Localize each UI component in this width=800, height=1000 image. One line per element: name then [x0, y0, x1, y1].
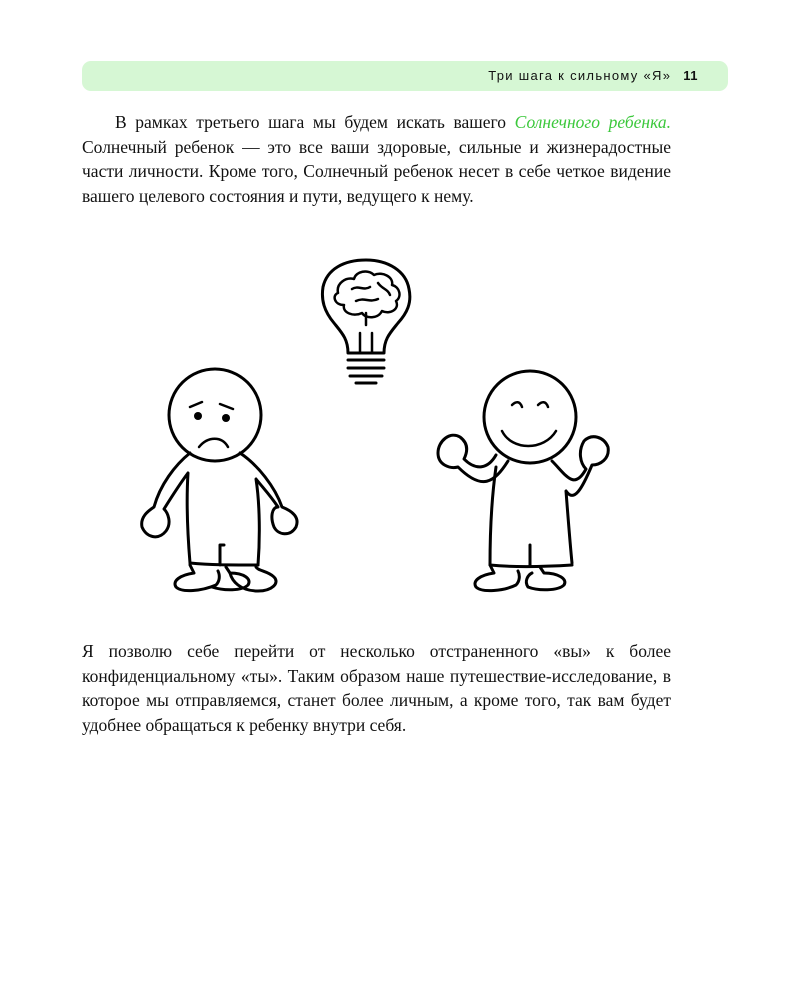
running-header [82, 61, 728, 91]
paragraph-intro-lead: В рамках третьего шага мы будем искать вашего [115, 112, 515, 132]
lightbulb-brain-icon [322, 260, 409, 383]
paragraph-intro-rest: Солнечный ребенок — это все ваши здоровые, сильные и жизнерадостные части личности. Кроме того, Солнечный ребенок несет в себе четкое видение вашего целевого состояния и пути, ведущего к нему. [82, 136, 671, 206]
running-title: Три шага к сильному «Я» [488, 68, 672, 83]
happy-figure-icon [438, 371, 608, 591]
page-number: 11 [683, 68, 698, 83]
sad-figure-icon [142, 369, 297, 591]
sunny-child-term: Солнечного ребенка. [514, 112, 671, 132]
paragraph-you-form: Я позволю себе перейти от несколько отстраненного «вы» к более конфиденциальному «ты». Таким образом наше путешествие-исследование, в которое мы отправляемся, станет более личным, а кроме того, так вам будет удобнее обращаться к ребенку внутри себя. [82, 641, 671, 735]
running-header-text [488, 68, 698, 83]
paragraph-intro [82, 110, 671, 208]
illustration [120, 255, 640, 605]
